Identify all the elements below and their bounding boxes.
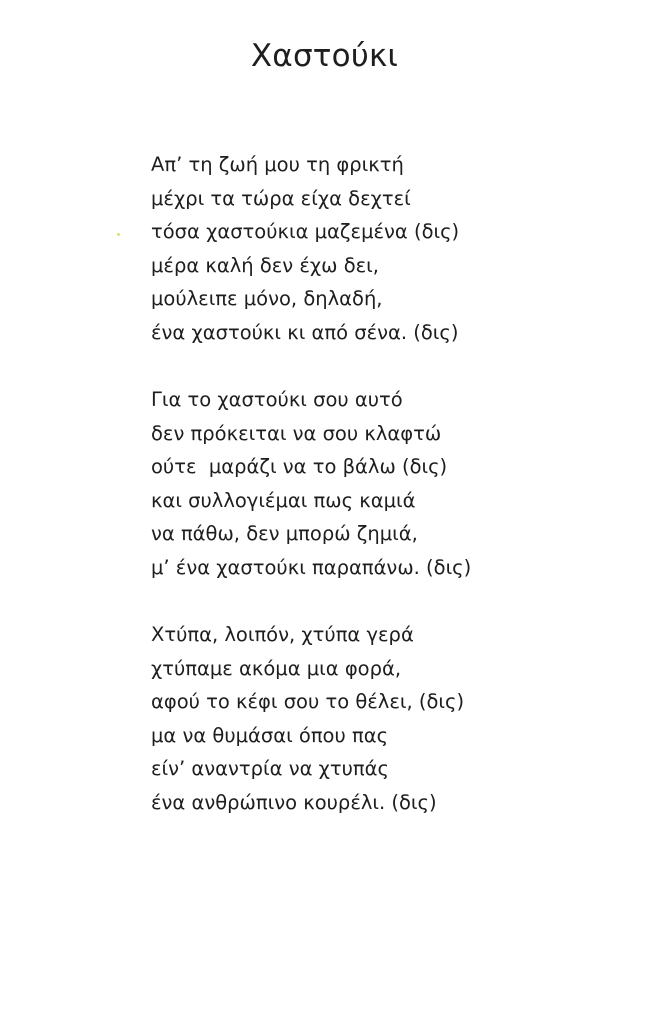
verse-line: Απ’ τη ζωή μου τη φρικτή	[151, 153, 404, 176]
scan-speck	[117, 233, 120, 236]
verse-line: και συλλογιέμαι πως καμιά	[151, 488, 416, 512]
verse-line: ένα ανθρώπινο κουρέλι. (δις)	[151, 790, 437, 814]
verse-line: Χτύπα, λοιπόν, χτύπα γερά	[151, 623, 414, 646]
verse-line: ούτε μαράζι να το βάλω (δις)	[151, 455, 448, 479]
stanza-3	[151, 618, 621, 820]
verse-line: μ’ ένα χαστούκι παραπάνω. (δις)	[151, 555, 472, 579]
verse-line: Για το χαστούκι σου αυτό	[151, 388, 403, 411]
verse-line: τόσα χαστούκια μαζεμένα (δις)	[151, 220, 460, 244]
verse-line: μα να θυμάσαι όπου πας	[151, 723, 389, 747]
verse-line: ένα χαστούκι κι από σένα. (δις)	[151, 320, 459, 344]
verse-line: δεν πρόκειται να σου κλαφτώ	[151, 421, 442, 445]
verse-line: χτύπαμε ακόμα μια φορά,	[151, 656, 402, 680]
verse-line: μέχρι τα τώρα είχα δεχτεί	[151, 186, 411, 210]
stanza-1	[151, 148, 621, 350]
verse-line: μέρα καλή δεν έχω δει,	[151, 253, 379, 277]
verse-line: να πάθω, δεν μπορώ ζημιά,	[151, 522, 418, 546]
verse-line: μούλειπε μόνο, δηλαδή,	[151, 287, 383, 311]
verse-line: αφού το κέφι σου το θέλει, (δις)	[151, 690, 465, 714]
poem-title: Χαστούκι	[250, 38, 399, 74]
stanza-2	[151, 383, 621, 585]
verse-line: είν’ αναντρία να χτυπάς	[151, 757, 389, 781]
